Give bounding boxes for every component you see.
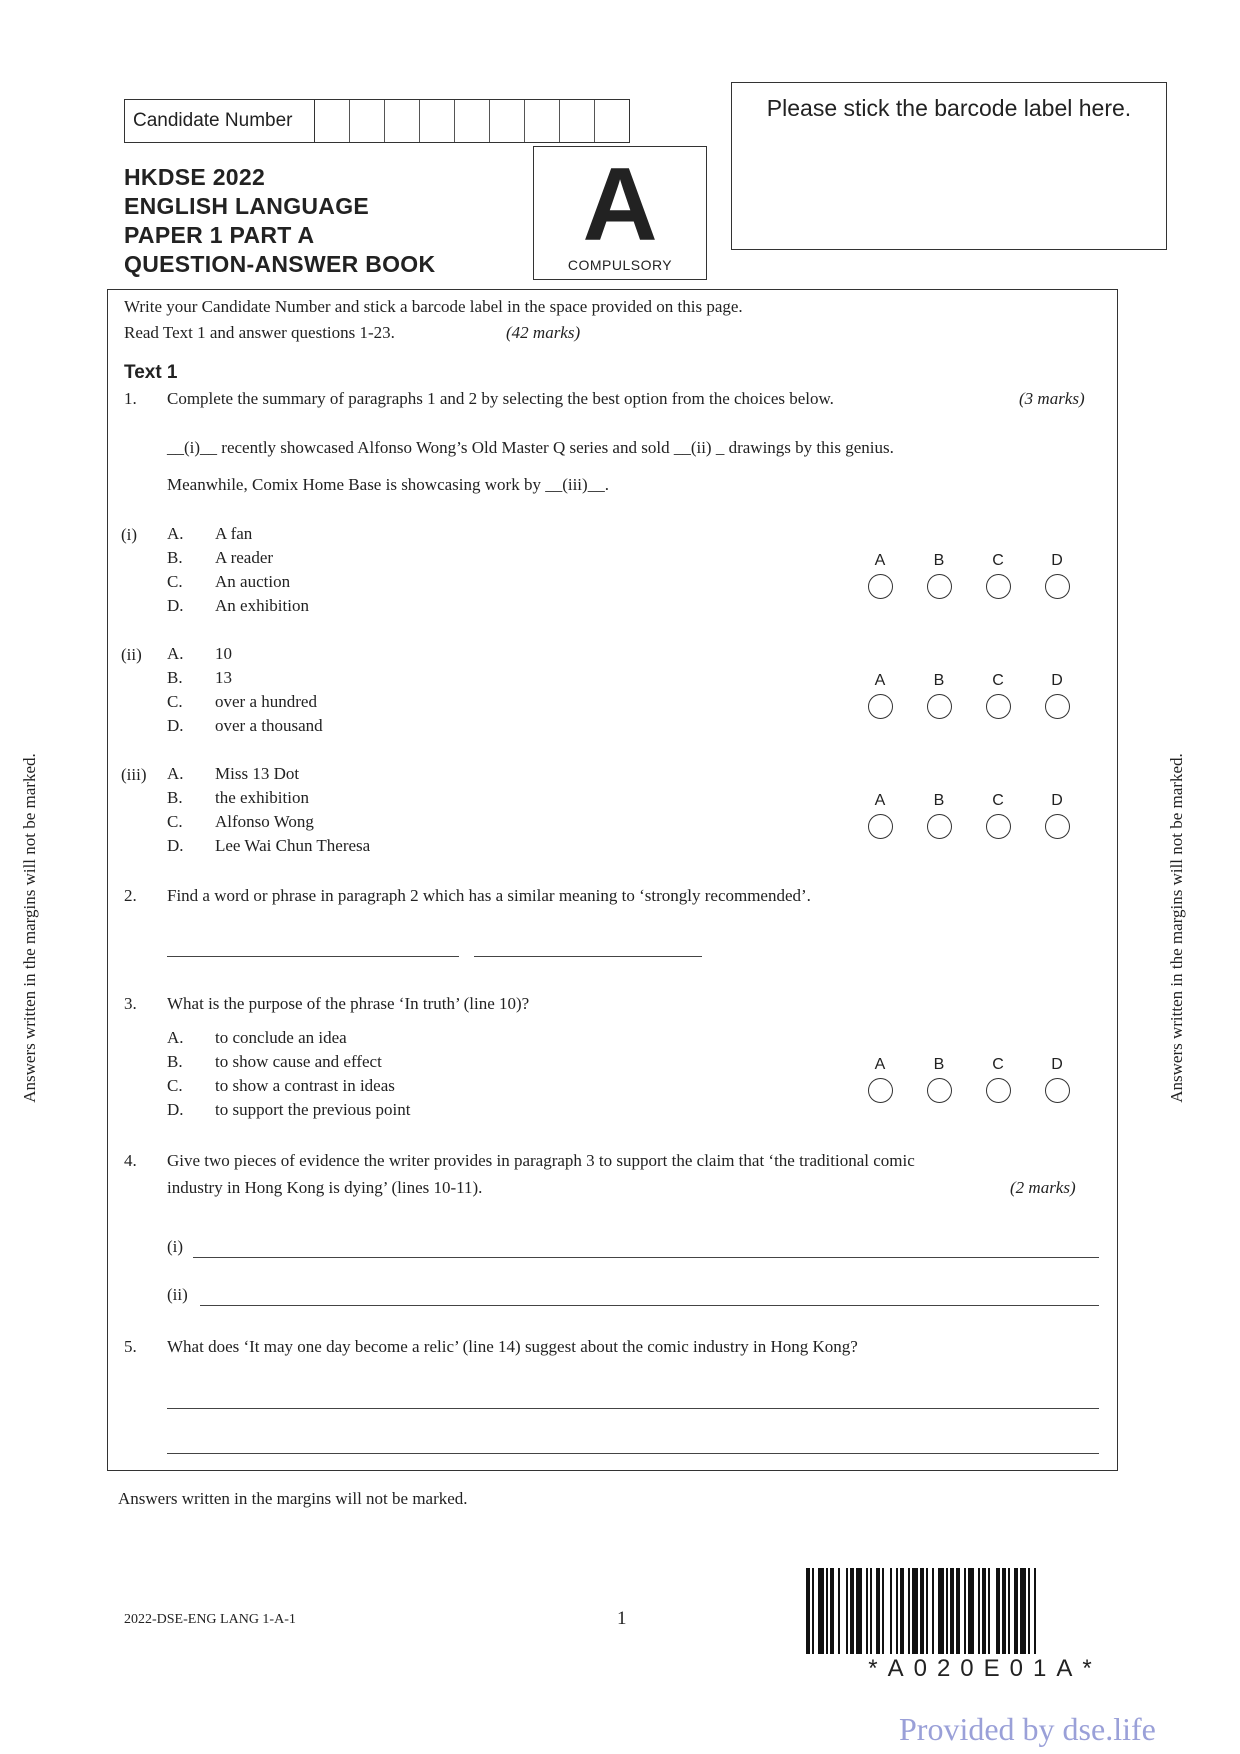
option: A. Miss 13 Dot xyxy=(167,764,300,783)
bubble-letter: B xyxy=(933,552,945,569)
margin-note-bottom: Answers written in the margins will not be marked. xyxy=(118,1489,468,1508)
question-prompt: Find a word or phrase in paragraph 2 which has a similar meaning to ‘strongly recommended’. xyxy=(167,886,811,905)
answer-line[interactable] xyxy=(474,955,702,957)
option: C. An auction xyxy=(167,572,291,591)
answer-bubble-c[interactable] xyxy=(986,1078,1011,1103)
answer-bubbles xyxy=(860,551,1077,599)
summary-text: __(i)__ recently showcased Alfonso Wong’s Old Master Q series and sold __(ii) _ drawings by this genius. xyxy=(167,438,894,457)
candidate-number-cell[interactable] xyxy=(490,100,525,142)
answer-bubbles xyxy=(860,791,1077,839)
bubble-letter: A xyxy=(874,672,886,689)
option: C. to show a contrast in ideas xyxy=(167,1076,395,1095)
answer-bubble-c[interactable] xyxy=(986,694,1011,719)
option: B. A reader xyxy=(167,548,274,567)
answer-bubble-b[interactable] xyxy=(927,574,952,599)
bubble-letter: A xyxy=(874,552,886,569)
bubble-letter: B xyxy=(933,672,945,689)
exam-title xyxy=(124,163,435,279)
bubble-letter: A xyxy=(874,1056,886,1073)
answer-label: (i) xyxy=(167,1237,184,1256)
option: A. A fan xyxy=(167,524,253,543)
answer-bubble-a[interactable] xyxy=(868,694,893,719)
option: C. Alfonso Wong xyxy=(167,812,314,831)
answer-label: (ii) xyxy=(167,1285,188,1304)
part-label: (i) xyxy=(121,525,138,544)
candidate-number-cell[interactable] xyxy=(385,100,420,142)
question-number: 3. xyxy=(124,994,137,1013)
barcode-label-area[interactable] xyxy=(731,82,1167,250)
section-box xyxy=(533,146,707,280)
bubble-letter: A xyxy=(874,792,886,809)
answer-bubble-d[interactable] xyxy=(1045,574,1070,599)
bubble-letter: C xyxy=(992,792,1004,809)
candidate-number-cell[interactable] xyxy=(455,100,490,142)
answer-bubble-d[interactable] xyxy=(1045,814,1070,839)
candidate-number-cell[interactable] xyxy=(315,100,350,142)
answer-bubble-d[interactable] xyxy=(1045,1078,1070,1103)
section-compulsory-label: COMPULSORY xyxy=(567,257,673,273)
instruction-line: Read Text 1 and answer questions 1-23. xyxy=(124,323,395,342)
question-marks: (3 marks) xyxy=(1019,389,1085,408)
option: D. over a thousand xyxy=(167,716,323,735)
option: B. 13 xyxy=(167,668,232,687)
answer-bubble-a[interactable] xyxy=(868,1078,893,1103)
candidate-number-cell[interactable] xyxy=(560,100,595,142)
candidate-number-label: Candidate Number xyxy=(125,100,315,142)
instruction-line: Write your Candidate Number and stick a barcode label in the space provided on this page. xyxy=(124,297,743,316)
answer-bubble-a[interactable] xyxy=(868,814,893,839)
barcode-text: *A020E01A* xyxy=(868,1655,1102,1682)
answer-line[interactable] xyxy=(200,1304,1099,1306)
bubble-letter: D xyxy=(1051,672,1063,689)
candidate-number-cell[interactable] xyxy=(350,100,385,142)
question-number: 2. xyxy=(124,886,137,905)
question-box xyxy=(107,289,1118,1471)
option: B. to show cause and effect xyxy=(167,1052,382,1071)
margin-note-right: Answers written in the margins will not be marked. xyxy=(1166,753,1186,1103)
question-number: 1. xyxy=(124,389,137,408)
barcode-label-instruction: Please stick the barcode label here. xyxy=(766,95,1132,121)
bubble-letter: B xyxy=(933,1056,945,1073)
page-number: 1 xyxy=(617,1608,627,1629)
instruction-marks: (42 marks) xyxy=(506,323,581,342)
answer-bubbles xyxy=(860,671,1077,719)
bubble-letter: D xyxy=(1051,792,1063,809)
answer-line[interactable] xyxy=(167,1407,1099,1409)
part-label: (ii) xyxy=(121,645,142,664)
question-number: 5. xyxy=(124,1337,137,1356)
bubble-letter: C xyxy=(992,1056,1004,1073)
answer-line[interactable] xyxy=(167,1452,1099,1454)
exam-title-line: HKDSE 2022 xyxy=(124,164,266,190)
bubble-letter: B xyxy=(933,792,945,809)
candidate-number-box[interactable] xyxy=(124,99,630,143)
candidate-number-cell[interactable] xyxy=(420,100,455,142)
question-prompt: What does ‘It may one day become a relic’ (line 14) suggest about the comic industry in Hong Kong? xyxy=(167,1337,858,1356)
option: B. the exhibition xyxy=(167,788,309,807)
candidate-number-cell[interactable] xyxy=(595,100,629,142)
answer-bubble-b[interactable] xyxy=(927,1078,952,1103)
exam-title-line: QUESTION-ANSWER BOOK xyxy=(124,251,436,277)
question-prompt: Give two pieces of evidence the writer provides in paragraph 3 to support the claim that ‘the traditional comic xyxy=(167,1151,915,1170)
answer-bubble-b[interactable] xyxy=(927,814,952,839)
answer-bubble-c[interactable] xyxy=(986,574,1011,599)
answer-bubble-a[interactable] xyxy=(868,574,893,599)
option-list xyxy=(167,522,309,618)
summary-text: Meanwhile, Comix Home Base is showcasing work by __(iii)__. xyxy=(167,475,609,494)
barcode-image xyxy=(806,1568,1164,1654)
answer-line[interactable] xyxy=(167,955,459,957)
candidate-number-cell[interactable] xyxy=(525,100,560,142)
question-number: 4. xyxy=(124,1151,137,1170)
bubble-letter: D xyxy=(1051,552,1063,569)
question-marks: (2 marks) xyxy=(1010,1178,1076,1197)
text-heading: Text 1 xyxy=(124,362,178,383)
margin-note-left: Answers written in the margins will not be marked. xyxy=(19,753,39,1103)
exam-title-line: ENGLISH LANGUAGE xyxy=(124,193,370,219)
option: A. 10 xyxy=(167,644,232,663)
answer-bubbles xyxy=(860,1055,1077,1103)
option-list xyxy=(167,642,323,738)
answer-line[interactable] xyxy=(193,1256,1099,1258)
bubble-letter: D xyxy=(1051,1056,1063,1073)
question-prompt: Complete the summary of paragraphs 1 and 2 by selecting the best option from the choices below. xyxy=(167,389,834,408)
option-list xyxy=(167,762,370,858)
section-letter: A xyxy=(582,147,658,263)
answer-bubble-d[interactable] xyxy=(1045,694,1070,719)
question-prompt: What is the purpose of the phrase ‘In truth’ (line 10)? xyxy=(167,994,530,1013)
option: D. Lee Wai Chun Theresa xyxy=(167,836,371,855)
credit-watermark: Provided by dse.life xyxy=(899,1711,1156,1747)
answer-bubble-c[interactable] xyxy=(986,814,1011,839)
answer-bubble-b[interactable] xyxy=(927,694,952,719)
option: D. to support the previous point xyxy=(167,1100,411,1119)
bubble-letter: C xyxy=(992,672,1004,689)
option: A. to conclude an idea xyxy=(167,1028,347,1047)
bubble-letter: C xyxy=(992,552,1004,569)
option: D. An exhibition xyxy=(167,596,309,615)
paper-code: 2022-DSE-ENG LANG 1-A-1 xyxy=(124,1612,296,1627)
option-list xyxy=(167,1026,410,1122)
option: C. over a hundred xyxy=(167,692,317,711)
exam-title-line: PAPER 1 PART A xyxy=(124,222,315,248)
question-prompt: industry in Hong Kong is dying’ (lines 10-11). xyxy=(167,1178,483,1197)
part-label: (iii) xyxy=(121,765,147,784)
